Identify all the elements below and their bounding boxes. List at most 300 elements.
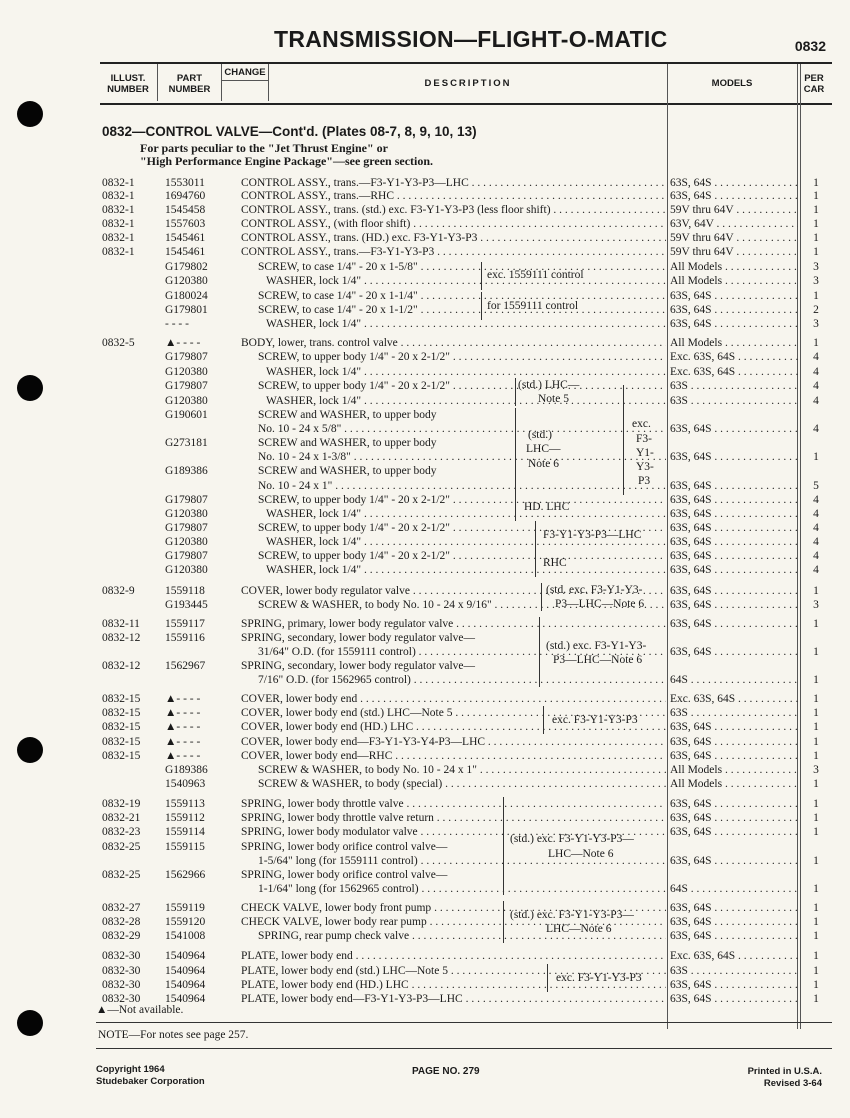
per-car-qty: 4 [813, 536, 819, 548]
description-text: PLATE, lower body end (std.) LHC—Note 5 [241, 965, 448, 977]
description-text: SCREW & WASHER, to body No. 10 - 24 x 1" [258, 764, 477, 776]
models-text: 64S [670, 883, 688, 895]
bracket-note: LHC— [526, 443, 561, 455]
description [241, 203, 666, 217]
table-row [0, 245, 850, 259]
description-text: SPRING, rear pump check valve [258, 930, 410, 942]
per-car-qty: 4 [813, 423, 819, 435]
part-number: G120380 [165, 536, 208, 548]
copyright: Studebaker Corporation [96, 1076, 205, 1087]
bracket-note: P3—LHC—Note 6 [555, 598, 645, 610]
per-car-qty: 1 [813, 826, 819, 838]
part-number: ▲- - - - [165, 736, 201, 748]
part-number: 1559113 [165, 798, 205, 810]
description-text: CONTROL ASSY., trans. (std.) exc. F3-Y1-Y3-P3 (less floor shift) [241, 204, 551, 216]
bracket-note: exc. 1559111 control [487, 269, 584, 281]
illust-number: 0832-1 [102, 232, 135, 244]
table-row [0, 673, 850, 687]
description [241, 493, 666, 507]
table-row [0, 854, 850, 868]
per-car-qty: 1 [813, 902, 819, 914]
models-text: 63S [670, 965, 688, 977]
models-text: 63S [670, 395, 688, 407]
table-row [0, 379, 850, 393]
description [241, 464, 666, 478]
part-number: G179801 [165, 304, 208, 316]
models-text: 63S, 64S [670, 993, 712, 1005]
per-car-qty: 3 [813, 764, 819, 776]
description-text: SPRING, secondary, lower body regulator valve— [241, 632, 475, 644]
table-row [0, 868, 850, 882]
part-number: G179807 [165, 494, 208, 506]
models-text: Exc. 63S, 64S [670, 366, 736, 378]
table-row [0, 929, 850, 943]
description-text: 1-5/64" long (for 1559111 control) [258, 855, 418, 867]
part-number: ▲- - - - [165, 707, 201, 719]
per-car-qty: 1 [813, 798, 819, 810]
models-text: Exc. 63S, 64S [670, 950, 736, 962]
per-car-qty: 4 [813, 508, 819, 520]
description [241, 797, 666, 811]
illust-number: 0832-15 [102, 693, 141, 705]
models-text: All Models [670, 764, 723, 776]
models-text: 63S, 64S [670, 494, 712, 506]
bracket-note: exc. F3-Y1-Y3-P3 [552, 714, 638, 726]
per-car-qty: 3 [813, 599, 819, 611]
models [670, 617, 798, 631]
description-text: CONTROL ASSY., trans. (HD.) exc. F3-Y1-Y3-P3 [241, 232, 478, 244]
description-text: PLATE, lower body end (HD.) LHC [241, 979, 409, 991]
per-car-qty: 1 [813, 883, 819, 895]
models-text: 63S [670, 380, 688, 392]
models-text: All Models [670, 778, 723, 790]
description-text: COVER, lower body end (std.) LHC—Note 5 [241, 707, 453, 719]
per-car-qty: 3 [813, 261, 819, 273]
models [670, 317, 798, 331]
illust-number: 0832-1 [102, 246, 135, 258]
page-number: PAGE NO. 279 [412, 1066, 480, 1077]
bracket-note: (std.) exc. F3-Y1-Y3-P3— [510, 909, 634, 921]
models [670, 365, 798, 379]
per-car-qty: 1 [813, 674, 819, 686]
bracket-note: (std.) [528, 429, 552, 441]
bracket-note: for 1559111 control [487, 300, 579, 312]
per-car-qty: 1 [813, 965, 819, 977]
models-text: 63S, 64S [670, 826, 712, 838]
table-row [0, 436, 850, 450]
models-text: 63S, 64S [670, 564, 712, 576]
models-text: 63S, 64S [670, 855, 712, 867]
part-number: G120380 [165, 564, 208, 576]
description-text: CHECK VALVE, lower body rear pump [241, 916, 427, 928]
models-text: 63S, 64S [670, 423, 712, 435]
description [241, 176, 666, 190]
description-text: SPRING, lower body throttle valve return [241, 812, 434, 824]
table-row [0, 317, 850, 331]
part-number: G179807 [165, 380, 208, 392]
description-text: PLATE, lower body end—F3-Y1-Y3-P3—LHC [241, 993, 463, 1005]
table-row [0, 394, 850, 408]
description [241, 868, 666, 882]
per-car-qty: 1 [813, 190, 819, 202]
part-number: 1559115 [165, 841, 205, 853]
description-text: COVER, lower body end (HD.) LHC [241, 721, 414, 733]
illust-number: 0832-30 [102, 993, 141, 1005]
illust-number: 0832-15 [102, 736, 141, 748]
part-number: G120380 [165, 366, 208, 378]
per-car-qty: 5 [813, 480, 819, 492]
page-title: TRANSMISSION—FLIGHT-O-MATIC [274, 26, 668, 52]
table-row [0, 749, 850, 763]
part-number: 1559117 [165, 618, 205, 630]
table-row [0, 584, 850, 598]
illust-number: 0832-19 [102, 798, 141, 810]
per-car-qty: 1 [813, 812, 819, 824]
part-number: 1540964 [165, 993, 206, 1005]
models [670, 521, 798, 535]
description [241, 365, 666, 379]
bracket-note: exc. F3-Y1-Y3-P3 [556, 972, 642, 984]
per-car-qty: 1 [813, 646, 819, 658]
models-text: 63S, 64S [670, 480, 712, 492]
bracket-note: (std. exc. F3-Y1-Y3- [546, 584, 643, 596]
models-text: 63S, 64S [670, 798, 712, 810]
models-text: 63S, 64S [670, 290, 712, 302]
table-row [0, 777, 850, 791]
models-text: 59V thru 64V [670, 232, 734, 244]
illust-number: 0832-5 [102, 337, 135, 349]
models [670, 978, 798, 992]
per-car-qty: 1 [813, 451, 819, 463]
illust-number: 0832-9 [102, 585, 135, 597]
part-number: 1694760 [165, 190, 206, 202]
table-row [0, 978, 850, 992]
col-description: DESCRIPTION [424, 78, 512, 89]
description-text: SPRING, lower body modulator valve [241, 826, 418, 838]
part-number: 1540964 [165, 979, 206, 991]
models-text: 63S, 64S [670, 646, 712, 658]
table-row [0, 797, 850, 811]
part-number: 1540964 [165, 965, 206, 977]
table-row [0, 840, 850, 854]
illust-number: 0832-28 [102, 916, 141, 928]
per-car-qty: 1 [813, 618, 819, 630]
per-car-qty: 1 [813, 778, 819, 790]
per-car-qty: 1 [813, 218, 819, 230]
description [241, 777, 666, 791]
table-row [0, 645, 850, 659]
part-number: G189386 [165, 764, 208, 776]
description-text: COVER, lower body end—F3-Y1-Y3-Y4-P3—LHC [241, 736, 486, 748]
per-car-qty: 1 [813, 707, 819, 719]
models [670, 673, 798, 687]
models [670, 720, 798, 734]
description-text: WASHER, lock 1/4" [266, 564, 362, 576]
models-text: 63S, 64S [670, 585, 712, 597]
models-text: 63S, 64S [670, 536, 712, 548]
models-text: 63V, 64V [670, 218, 714, 230]
models-text: 63S, 64S [670, 190, 712, 202]
description [241, 882, 666, 896]
illust-number: 0832-15 [102, 721, 141, 733]
description [241, 274, 666, 288]
models-text: 63S, 64S [670, 451, 712, 463]
table-row [0, 493, 850, 507]
description [241, 763, 666, 777]
models-text: 63S, 64S [670, 318, 712, 330]
table-row [0, 811, 850, 825]
description [241, 479, 666, 493]
models [670, 964, 798, 978]
part-number: G273181 [165, 437, 208, 449]
description-text: CONTROL ASSY., trans.—F3-Y1-Y3-P3—LHC [241, 177, 469, 189]
models [670, 949, 798, 963]
table-row [0, 659, 850, 673]
models [670, 422, 798, 436]
description-text: SCREW & WASHER, to body No. 10 - 24 x 9/16" [258, 599, 492, 611]
part-number: 1559114 [165, 826, 205, 838]
description [241, 617, 666, 631]
per-car-qty: 1 [813, 232, 819, 244]
col-part: PART NUMBER [168, 72, 211, 95]
table-row [0, 535, 850, 549]
models [670, 692, 798, 706]
description [241, 317, 666, 331]
illust-number: 0832-15 [102, 750, 141, 762]
table-row [0, 631, 850, 645]
per-car-qty: 1 [813, 290, 819, 302]
models [670, 493, 798, 507]
description [241, 507, 666, 521]
description [241, 811, 666, 825]
printed-in: Printed in U.S.A. [747, 1066, 822, 1077]
description-text: SCREW, to case 1/4" - 20 x 1-1/2" [258, 304, 418, 316]
models [670, 350, 798, 364]
per-car-qty: 1 [813, 693, 819, 705]
bracket-note: LHC—Note 6 [548, 848, 614, 860]
models-text: 63S, 64S [670, 812, 712, 824]
per-car-qty: 1 [813, 177, 819, 189]
models [670, 811, 798, 825]
per-car-qty: 4 [813, 395, 819, 407]
illust-number: 0832-12 [102, 660, 141, 672]
description [241, 749, 666, 763]
description [241, 336, 666, 350]
bracket-note: F3-Y1-Y3-P3—LHC [543, 529, 642, 541]
per-car-qty: 3 [813, 318, 819, 330]
copyright: Copyright 1964 [96, 1064, 165, 1075]
description-text: No. 10 - 24 x 1-3/8" [258, 451, 351, 463]
part-number: 1559119 [165, 902, 205, 914]
models [670, 289, 798, 303]
models [670, 992, 798, 1006]
models [670, 763, 798, 777]
description-text: CONTROL ASSY., trans.—RHC [241, 190, 395, 202]
description [241, 436, 666, 450]
description-text: SPRING, secondary, lower body regulator valve— [241, 660, 475, 672]
models [670, 479, 798, 493]
part-number: 1541008 [165, 930, 206, 942]
description [241, 303, 666, 317]
description-text: SCREW, to upper body 1/4" - 20 x 2-1/2" [258, 494, 451, 506]
description [241, 450, 666, 464]
models-text: 63S, 64S [670, 508, 712, 520]
part-number: ▲- - - - [165, 750, 201, 762]
table-row [0, 408, 850, 422]
bracket-note: (std.) LHC— [518, 379, 580, 391]
description [241, 245, 666, 259]
table-row [0, 521, 850, 535]
part-number: ▲- - - - [165, 337, 201, 349]
part-number: 1559118 [165, 585, 205, 597]
per-car-qty: 1 [813, 950, 819, 962]
per-car-qty: 4 [813, 380, 819, 392]
models [670, 915, 798, 929]
description-text: PLATE, lower body end [241, 950, 353, 962]
illust-number: 0832-23 [102, 826, 141, 838]
models-text: 63S, 64S [670, 550, 712, 562]
description-text: SCREW, to case 1/4" - 20 x 1-5/8" [258, 261, 418, 273]
per-car-qty: 4 [813, 351, 819, 363]
table-row [0, 336, 850, 350]
description-text: SCREW, to upper body 1/4" - 20 x 2-1/2" [258, 380, 451, 392]
models-text: 63S, 64S [670, 902, 712, 914]
per-car-qty: 1 [813, 585, 819, 597]
table-row [0, 882, 850, 896]
per-car-qty: 4 [813, 564, 819, 576]
description-text: WASHER, lock 1/4" [266, 366, 362, 378]
models-text: 63S, 64S [670, 750, 712, 762]
description [241, 408, 666, 422]
table-row [0, 217, 850, 231]
bracket-note: RHC [543, 557, 567, 569]
models [670, 189, 798, 203]
models [670, 549, 798, 563]
models [670, 176, 798, 190]
description-text: No. 10 - 24 x 1" [258, 480, 333, 492]
models [670, 203, 798, 217]
table-row [0, 176, 850, 190]
bracket-note: P3—LHC—Note 6 [553, 654, 643, 666]
part-number: G120380 [165, 395, 208, 407]
models [670, 882, 798, 896]
table-row [0, 231, 850, 245]
models-text: 63S, 64S [670, 599, 712, 611]
table-row [0, 735, 850, 749]
part-number: G120380 [165, 508, 208, 520]
revised-date: Revised 3-64 [763, 1078, 822, 1089]
description-text: SCREW & WASHER, to body (special) [258, 778, 443, 790]
table-row [0, 549, 850, 563]
table-row [0, 901, 850, 915]
description-text: COVER, lower body regulator valve [241, 585, 410, 597]
models-text: 63S, 64S [670, 930, 712, 942]
table-row [0, 763, 850, 777]
table-row [0, 617, 850, 631]
description-text: SCREW, to upper body 1/4" - 20 x 2-1/2" [258, 550, 451, 562]
part-number: G180024 [165, 290, 208, 302]
part-number: 1545461 [165, 246, 206, 258]
models [670, 777, 798, 791]
models-text: 63S, 64S [670, 736, 712, 748]
table-row [0, 964, 850, 978]
models-text: 63S, 64S [670, 304, 712, 316]
description-text: SCREW, to upper body 1/4" - 20 x 2-1/2" [258, 522, 451, 534]
models [670, 598, 798, 612]
description [241, 549, 666, 563]
part-number: 1540964 [165, 950, 206, 962]
bracket-note: LHC—Note 6 [546, 923, 612, 935]
table-row [0, 692, 850, 706]
models [670, 336, 798, 350]
per-car-qty: 1 [813, 855, 819, 867]
table-row [0, 260, 850, 274]
col-models: MODELS [711, 78, 753, 89]
bracket-note: P3 [638, 475, 651, 487]
models [670, 584, 798, 598]
table-row [0, 507, 850, 521]
description [241, 289, 666, 303]
bracket-note: (std.) exc. F3-Y1-Y3-P3— [510, 833, 634, 845]
description-text: WASHER, lock 1/4" [266, 318, 362, 330]
models [670, 245, 798, 259]
description-text: 1-1/64" long (for 1562965 control) [258, 883, 419, 895]
description-text: No. 10 - 24 x 5/8" [258, 423, 342, 435]
description-text: CHECK VALVE, lower body front pump [241, 902, 432, 914]
part-number: G189386 [165, 465, 208, 477]
per-car-qty: 1 [813, 750, 819, 762]
part-number: 1562966 [165, 869, 206, 881]
per-car-qty: 4 [813, 494, 819, 506]
bracket-note: Note 6 [528, 458, 559, 470]
table-row [0, 303, 850, 317]
models [670, 901, 798, 915]
part-number: 1559116 [165, 632, 205, 644]
description [241, 949, 666, 963]
description [241, 735, 666, 749]
description [241, 992, 666, 1006]
description-text: SPRING, lower body orifice control valve— [241, 841, 448, 853]
per-car-qty: 1 [813, 721, 819, 733]
part-number: 1562967 [165, 660, 206, 672]
binder-hole [17, 101, 43, 127]
description-text: SCREW and WASHER, to upper body [258, 409, 437, 421]
table-row [0, 598, 850, 612]
description-text: WASHER, lock 1/4" [266, 395, 362, 407]
models-text: All Models [670, 261, 723, 273]
models-text: 63S, 64S [670, 979, 712, 991]
description-text: SCREW and WASHER, to upper body [258, 437, 437, 449]
illust-number: 0832-1 [102, 177, 135, 189]
table-row [0, 422, 850, 436]
models-text: Exc. 63S, 64S [670, 351, 736, 363]
description [241, 394, 666, 408]
illust-number: 0832-1 [102, 204, 135, 216]
col-change: CHANGE [224, 67, 266, 78]
per-car-qty: 3 [813, 275, 819, 287]
part-number: G179802 [165, 261, 208, 273]
section-note: For parts peculiar to the "Jet Thrust Engine" or [140, 141, 388, 155]
description-text: 31/64" O.D. (for 1559111 control) [258, 646, 416, 658]
description-text: SPRING, lower body orifice control valve— [241, 869, 448, 881]
description-text: WASHER, lock 1/4" [266, 536, 362, 548]
description-text: SPRING, primary, lower body regulator valve [241, 618, 454, 630]
illust-number: 0832-30 [102, 979, 141, 991]
bracket-note: (std.) exc. F3-Y1-Y3- [546, 640, 647, 652]
models [670, 929, 798, 943]
models [670, 563, 798, 577]
description [241, 350, 666, 364]
